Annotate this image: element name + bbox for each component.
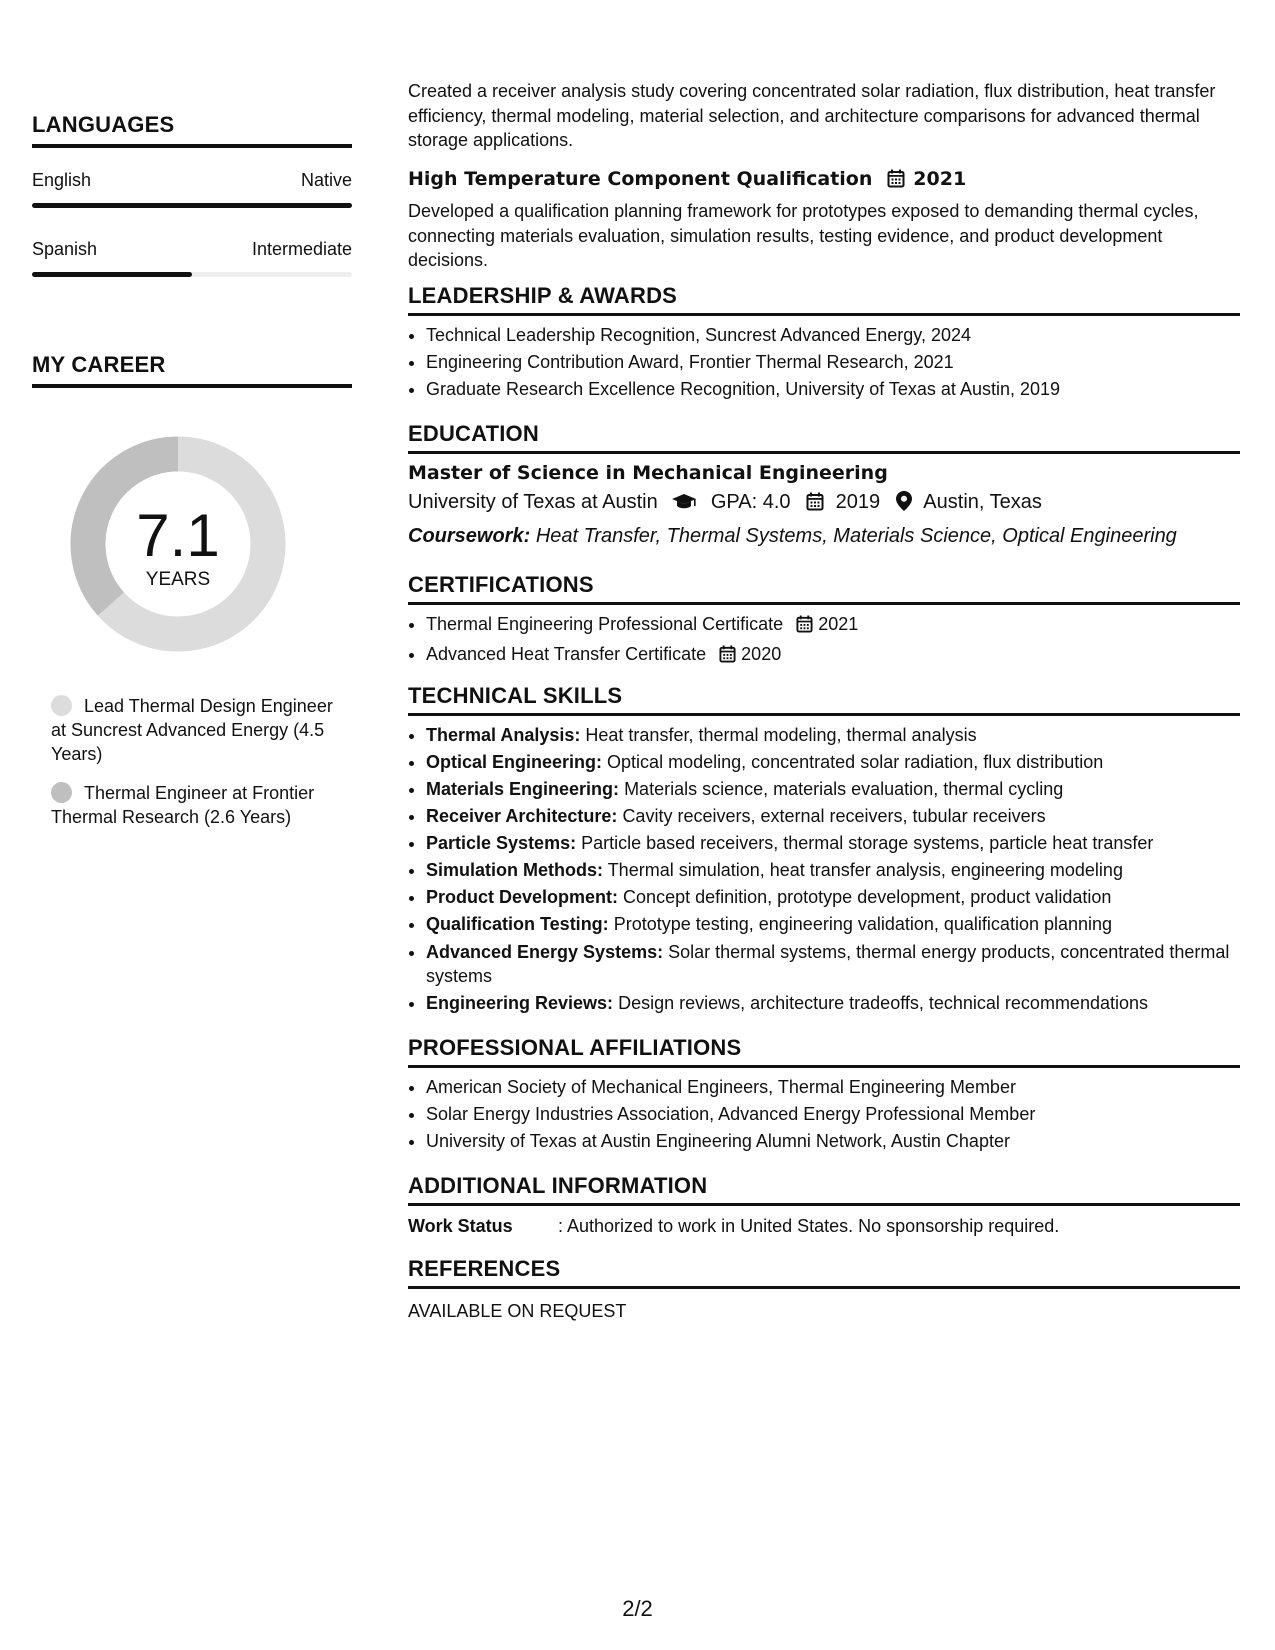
career-total: 7.1 — [136, 502, 220, 569]
leadership-section — [408, 283, 1240, 403]
languages-heading: LANGUAGES — [32, 112, 352, 148]
language-proficiency-fill — [32, 272, 192, 277]
language-proficiency-fill — [32, 203, 352, 208]
degree-title: Master of Science in Mechanical Engineering — [408, 462, 888, 484]
language-item-english — [32, 170, 352, 208]
affiliations-list — [408, 1074, 1240, 1155]
certification-name: Advanced Heat Transfer Certificate — [426, 644, 707, 664]
skill-item — [426, 938, 1240, 990]
gpa: GPA: 4.0 — [710, 491, 791, 513]
certification-name: Thermal Engineering Professional Certificate — [426, 614, 784, 634]
certification-year: 2020 — [741, 644, 782, 664]
career-donut-chart — [66, 432, 290, 656]
skill-item — [426, 911, 1240, 938]
education-details — [408, 487, 1240, 521]
intro-paragraph: Created a receiver analysis study covering concentrated solar radiation, flux distribution, heat transfer efficiency, thermal modeling, material selection, and architecture comparisons for advanced thermal storage applications. — [408, 81, 1216, 150]
skill-label: Product Development: — [426, 887, 619, 907]
education-heading: EDUCATION — [408, 421, 1240, 454]
career-legend-item — [51, 694, 341, 766]
coursework-list: Heat Transfer, Thermal Systems, Materials Science, Optical Engineering — [535, 525, 1177, 547]
coursework — [408, 521, 1240, 552]
list-item: • Solar Energy Industries Association, Advanced Energy Professional Member — [426, 1101, 1240, 1128]
skill-item — [426, 884, 1240, 911]
skill-value: Particle based receivers, thermal storage systems, particle heat transfer — [581, 833, 1154, 853]
skill-item — [426, 990, 1240, 1017]
education-section — [408, 421, 1240, 552]
references-heading: REFERENCES — [408, 1256, 1240, 1289]
calendar-icon — [719, 644, 736, 671]
career-heading: MY CAREER — [32, 352, 352, 388]
project-description: Developed a qualification planning framework for prototypes exposed to demanding thermal cycles, connecting materials evaluation, simulation results, testing evidence, and product development decisions. — [408, 201, 1199, 270]
career-section — [32, 352, 352, 388]
page-number: 2/2 — [622, 1596, 653, 1621]
skill-value: Optical modeling, concentrated solar radiation, flux distribution — [607, 752, 1104, 772]
additional-info-section — [408, 1173, 1240, 1238]
calendar-icon — [796, 614, 813, 641]
skill-label: Engineering Reviews: — [426, 993, 614, 1013]
project-title: High Temperature Component Qualification — [408, 168, 873, 190]
list-item: • Engineering Contribution Award, Frontier Thermal Research, 2021 — [426, 349, 1240, 376]
skill-item — [426, 776, 1240, 803]
career-legend-item — [51, 781, 341, 829]
legend-dot-icon — [51, 695, 72, 716]
certifications-section — [408, 572, 1240, 671]
language-proficiency-bar — [32, 203, 352, 208]
skills-list — [408, 722, 1240, 1017]
skill-value: Design reviews, architecture tradeoffs, technical recommendations — [618, 993, 1148, 1013]
skill-value: Solar thermal systems, thermal energy products, concentrated thermal systems — [426, 942, 1230, 986]
affiliations-heading: PROFESSIONAL AFFILIATIONS — [408, 1035, 1240, 1068]
career-legend-label: Lead Thermal Design Engineer at Suncrest Advanced Energy (4.5 Years) — [51, 696, 333, 764]
location-pin-icon — [896, 490, 912, 521]
skill-label: Receiver Architecture: — [426, 806, 618, 826]
language-name: English — [32, 170, 92, 190]
references-text: AVAILABLE ON REQUEST — [408, 1301, 627, 1321]
legend-dot-icon — [51, 782, 72, 803]
graduation-year: 2019 — [835, 491, 881, 513]
certifications-list — [408, 611, 1240, 671]
skill-item — [426, 857, 1240, 884]
languages-section — [32, 112, 352, 148]
skill-label: Optical Engineering: — [426, 752, 603, 772]
certifications-heading: CERTIFICATIONS — [408, 572, 1240, 605]
calendar-icon — [806, 490, 824, 521]
skill-item — [426, 749, 1240, 776]
work-status-label: Work Status — [408, 1216, 513, 1236]
skill-item — [426, 830, 1240, 857]
list-item: • Technical Leadership Recognition, Suncrest Advanced Energy, 2024 — [426, 322, 1240, 349]
project-entry — [408, 166, 1240, 273]
career-legend-label: Thermal Engineer at Frontier Thermal Research (2.6 Years) — [51, 783, 315, 827]
work-status-row — [408, 1214, 1240, 1238]
list-item: • Graduate Research Excellence Recognition, University of Texas at Austin, 2019 — [426, 376, 1240, 403]
skill-label: Materials Engineering: — [426, 779, 620, 799]
skills-heading: TECHNICAL SKILLS — [408, 683, 1240, 716]
language-item-spanish — [32, 239, 352, 277]
leadership-list — [408, 322, 1240, 403]
language-proficiency-bar — [32, 272, 352, 277]
skill-item — [426, 722, 1240, 749]
education-location: Austin, Texas — [923, 491, 1042, 513]
career-unit: YEARS — [145, 569, 211, 590]
list-item: • American Society of Mechanical Engineers, Thermal Engineering Member — [426, 1074, 1240, 1101]
list-item: • University of Texas at Austin Engineering Alumni Network, Austin Chapter — [426, 1128, 1240, 1155]
affiliations-section — [408, 1035, 1240, 1155]
skill-value: Materials science, materials evaluation, thermal cycling — [624, 779, 1064, 799]
references-section — [408, 1256, 1240, 1323]
calendar-icon — [887, 169, 905, 197]
project-year: 2021 — [913, 168, 967, 190]
skill-value: Concept definition, prototype development, product validation — [623, 887, 1112, 907]
skills-section — [408, 683, 1240, 1017]
language-level: Native — [300, 170, 352, 190]
skill-value: Prototype testing, engineering validation, qualification planning — [613, 914, 1113, 934]
skill-value: Heat transfer, thermal modeling, thermal analysis — [585, 725, 977, 745]
additional-info-heading: ADDITIONAL INFORMATION — [408, 1173, 1240, 1206]
skill-label: Qualification Testing: — [426, 914, 609, 934]
graduation-cap-icon — [671, 490, 697, 521]
skill-value: Cavity receivers, external receivers, tubular receivers — [622, 806, 1046, 826]
work-status-value: : Authorized to work in United States. No sponsorship required. — [558, 1216, 1060, 1236]
skill-value: Thermal simulation, heat transfer analysis, engineering modeling — [607, 860, 1123, 880]
language-name: Spanish — [32, 239, 98, 259]
skill-item — [426, 803, 1240, 830]
leadership-heading: LEADERSHIP & AWARDS — [408, 283, 1240, 316]
list-item — [426, 641, 1240, 671]
language-level: Intermediate — [251, 239, 352, 259]
skill-label: Particle Systems: — [426, 833, 577, 853]
certification-year: 2021 — [818, 614, 859, 634]
skill-label: Thermal Analysis: — [426, 725, 581, 745]
school-name: University of Texas at Austin — [408, 491, 658, 513]
list-item — [426, 611, 1240, 641]
skill-label: Simulation Methods: — [426, 860, 603, 880]
skill-label: Advanced Energy Systems: — [426, 942, 664, 962]
coursework-label: Coursework: — [408, 525, 531, 547]
